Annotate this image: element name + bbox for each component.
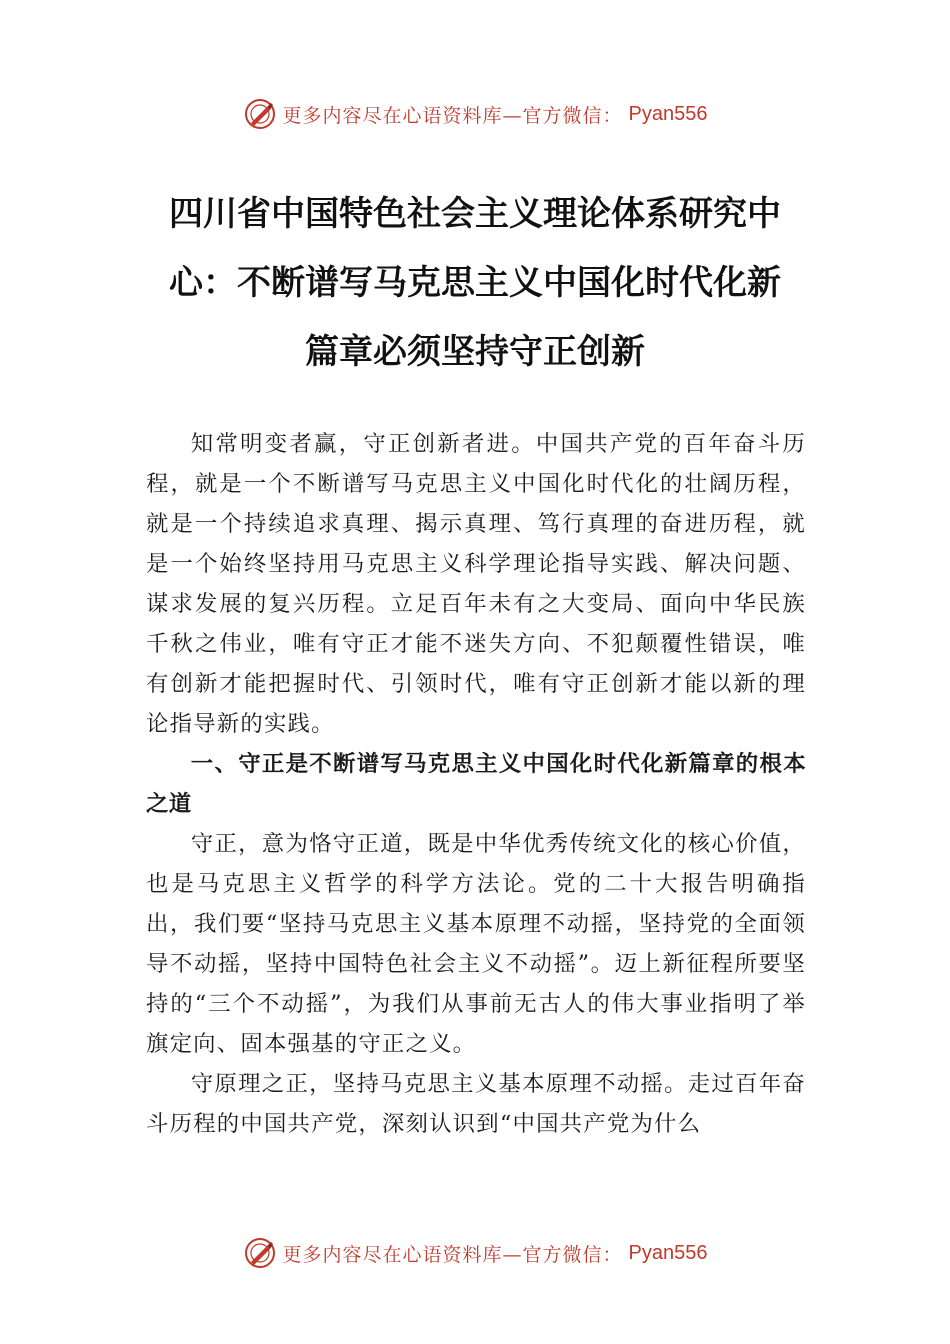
title-line-2: 心：不断谱写马克思主义中国化时代化新 — [169, 263, 781, 303]
paragraph-yuanli: 守原理之正，坚持马克思主义基本原理不动摇。走过百年奋斗历程的中国共产党，深刻认识到“中国共产党为什么 — [146, 1071, 806, 1137]
section-heading-1: 一、守正是不断谱写马克思主义中国化时代化新篇章的根本之道 — [146, 751, 806, 817]
watermark-text: 更多内容尽在心语资料库—官方微信： — [282, 104, 623, 127]
watermark-header — [0, 94, 950, 134]
document-title — [140, 180, 810, 387]
title-line-3: 篇章必须坚持守正创新 — [305, 332, 645, 372]
watermark-text: 更多内容尽在心语资料库—官方微信： — [282, 1243, 623, 1266]
pen-circle-logo-icon — [243, 1236, 277, 1270]
watermark-wechat-id: Pyan556 — [628, 102, 708, 125]
title-line-1: 四川省中国特色社会主义理论体系研究中 — [169, 194, 781, 234]
paragraph-intro: 知常明变者赢，守正创新者进。中国共产党的百年奋斗历程，就是一个不断谱写马克思主义中国化时代化的壮阔历程，就是一个持续追求真理、揭示真理、笃行真理的奋进历程，就是一个始终坚持用马克思主义科学理论指导实践、解决问题、谋求发展的复兴历程。立足百年未有之大变局、面向中华民族千秋之伟业，唯有守正才能不迷失方向、不犯颠覆性错误，唯有创新才能把握时代、引领时代，唯有守正创新才能以新的理论指导新的实践。 — [146, 431, 806, 737]
watermark-wechat-id: Pyan556 — [628, 1241, 708, 1264]
document-body — [146, 424, 806, 1144]
watermark-footer — [0, 1233, 950, 1273]
paragraph-shouzheng: 守正，意为恪守正道，既是中华优秀传统文化的核心价值，也是马克思主义哲学的科学方法论。党的二十大报告明确指出，我们要“坚持马克思主义基本原理不动摇，坚持党的全面领导不动摇，坚持中国特色社会主义不动摇”。迈上新征程所要坚持的“三个不动摇”，为我们从事前无古人的伟大事业指明了举旗定向、固本强基的守正之义。 — [146, 831, 806, 1057]
pen-circle-logo-icon — [243, 97, 277, 131]
